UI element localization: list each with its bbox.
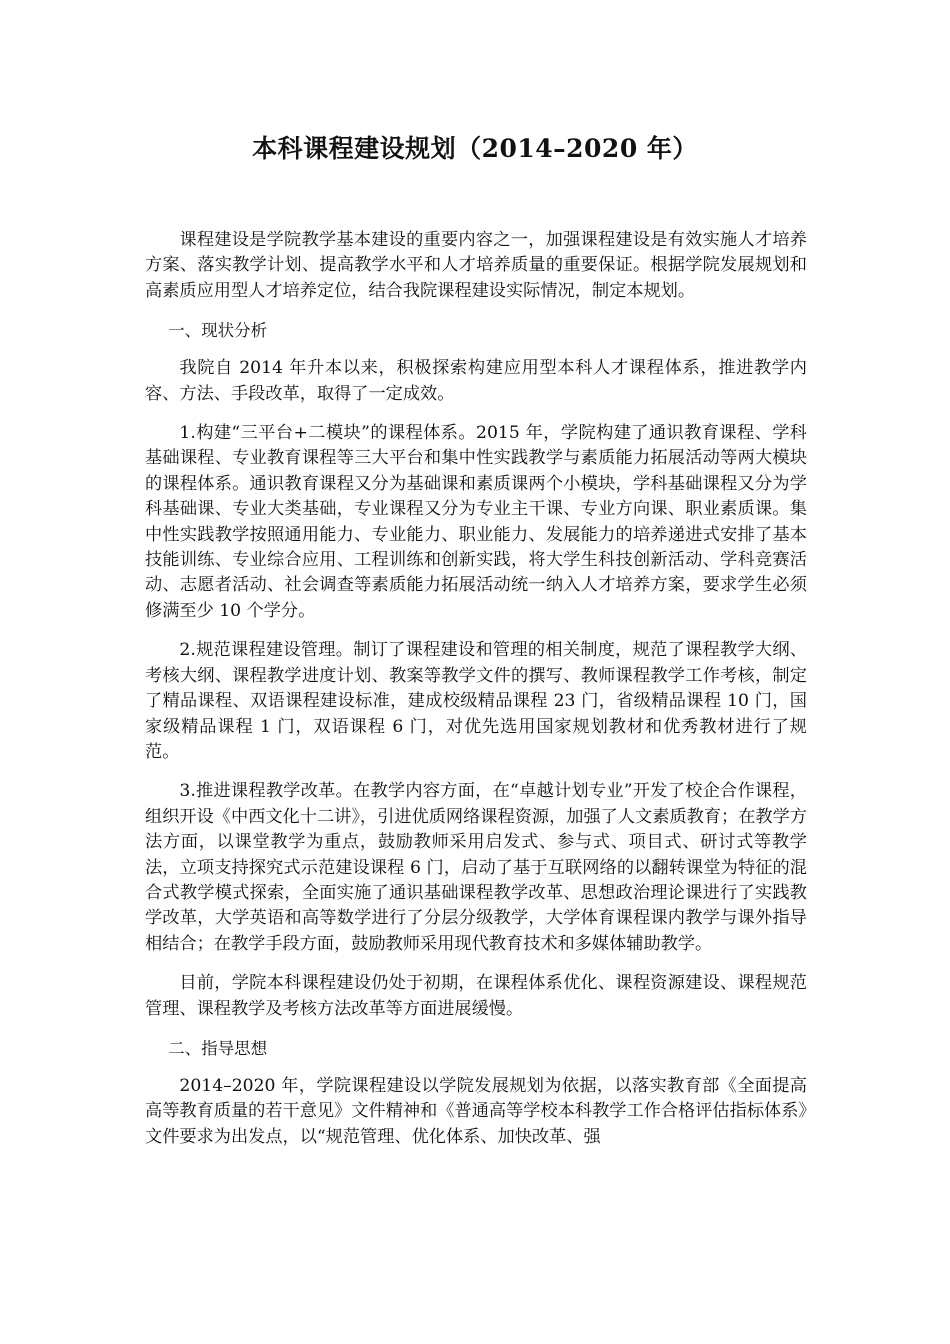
status-paragraph-overview: 我院自 2014 年升本以来，积极探索构建应用型本科人才课程体系，推进教学内容、方法、手段改革，取得了一定成效。 (145, 358, 807, 404)
status-paragraph-management: 2.规范课程建设管理。制订了课程建设和管理的相关制度，规范了课程教学大纲、考核大纲、课程教学进度计划、教案等教学文件的撰写、教师课程教学工作考核，制定了精品课程、双语课程建设标准，建成校级精品课程 23 门，省级精品课程 10 门，国家级精品课程 1 门，双语课程 6 门，对优先选用国家规划教材和优秀教材进行了规范。 (145, 640, 807, 762)
status-paragraph-reform: 3.推进课程教学改革。在教学内容方面，在“卓越计划专业”开发了校企合作课程，组织开设《中西文化十二讲》，引进优质网络课程资源，加强了人文素质教育；在教学方法方面，以课堂教学为重点，鼓励教师采用启发式、参与式、项目式、研讨式等教学法，立项支持探究式示范建设课程 6 门，启动了基于互联网络的以翻转课堂为特征的混合式教学模式探索，全面实施了通识基础课程教学改革、思想政治理论课进行了实践教学改革，大学英语和高等数学进行了分层分级教学，大学体育课程课内教学与课外指导相结合；在教学手段方面，鼓励教师采用现代教育技术和多媒体辅助教学。 (145, 781, 807, 954)
status-paragraph-current: 目前，学院本科课程建设仍处于初期，在课程体系优化、课程资源建设、课程规范管理、课程教学及考核方法改革等方面进展缓慢。 (145, 973, 807, 1019)
document-body (145, 228, 807, 1164)
section-heading-status: 一、现状分析 (168, 321, 268, 341)
section-heading-guiding-ideology: 二、指导思想 (168, 1038, 268, 1058)
status-paragraph-course-system: 1.构建“三平台+二模块”的课程体系。2015 年，学院构建了通识教育课程、学科基础课程、专业教育课程等三大平台和集中性实践教学与素质能力拓展活动等两大模块的课程体系。通识教育课程又分为基础课和素质课两个小模块，学科基础课程又分为学科基础课、专业大类基础，专业课程又分为专业主干课、专业方向课、职业素质课。集中性实践教学按照通用能力、专业能力、职业能力、发展能力的培养递进式安排了基本技能训练、专业综合应用、工程训练和创新实践，将大学生科技创新活动、学科竞赛活动、志愿者活动、社会调查等素质能力拓展活动统一纳入人才培养方案，要求学生必须修满至少 10 个学分。 (145, 423, 807, 621)
intro-paragraph: 课程建设是学院教学基本建设的重要内容之一，加强课程建设是有效实施人才培养方案、落实教学计划、提高教学水平和人才培养质量的重要保证。根据学院发展规划和高素质应用型人才培养定位，结合我院课程建设实际情况，制定本规划。 (145, 230, 807, 301)
guiding-ideology-paragraph: 2014–2020 年，学院课程建设以学院发展规划为依据，以落实教育部《全面提高高等教育质量的若干意见》文件精神和《普通高等学校本科教学工作合格评估指标体系》文件要求为出发点，以“规范管理、优化体系、加快改革、强 (145, 1075, 807, 1147)
document-title: 本科课程建设规划（2014–2020 年） (252, 134, 698, 163)
